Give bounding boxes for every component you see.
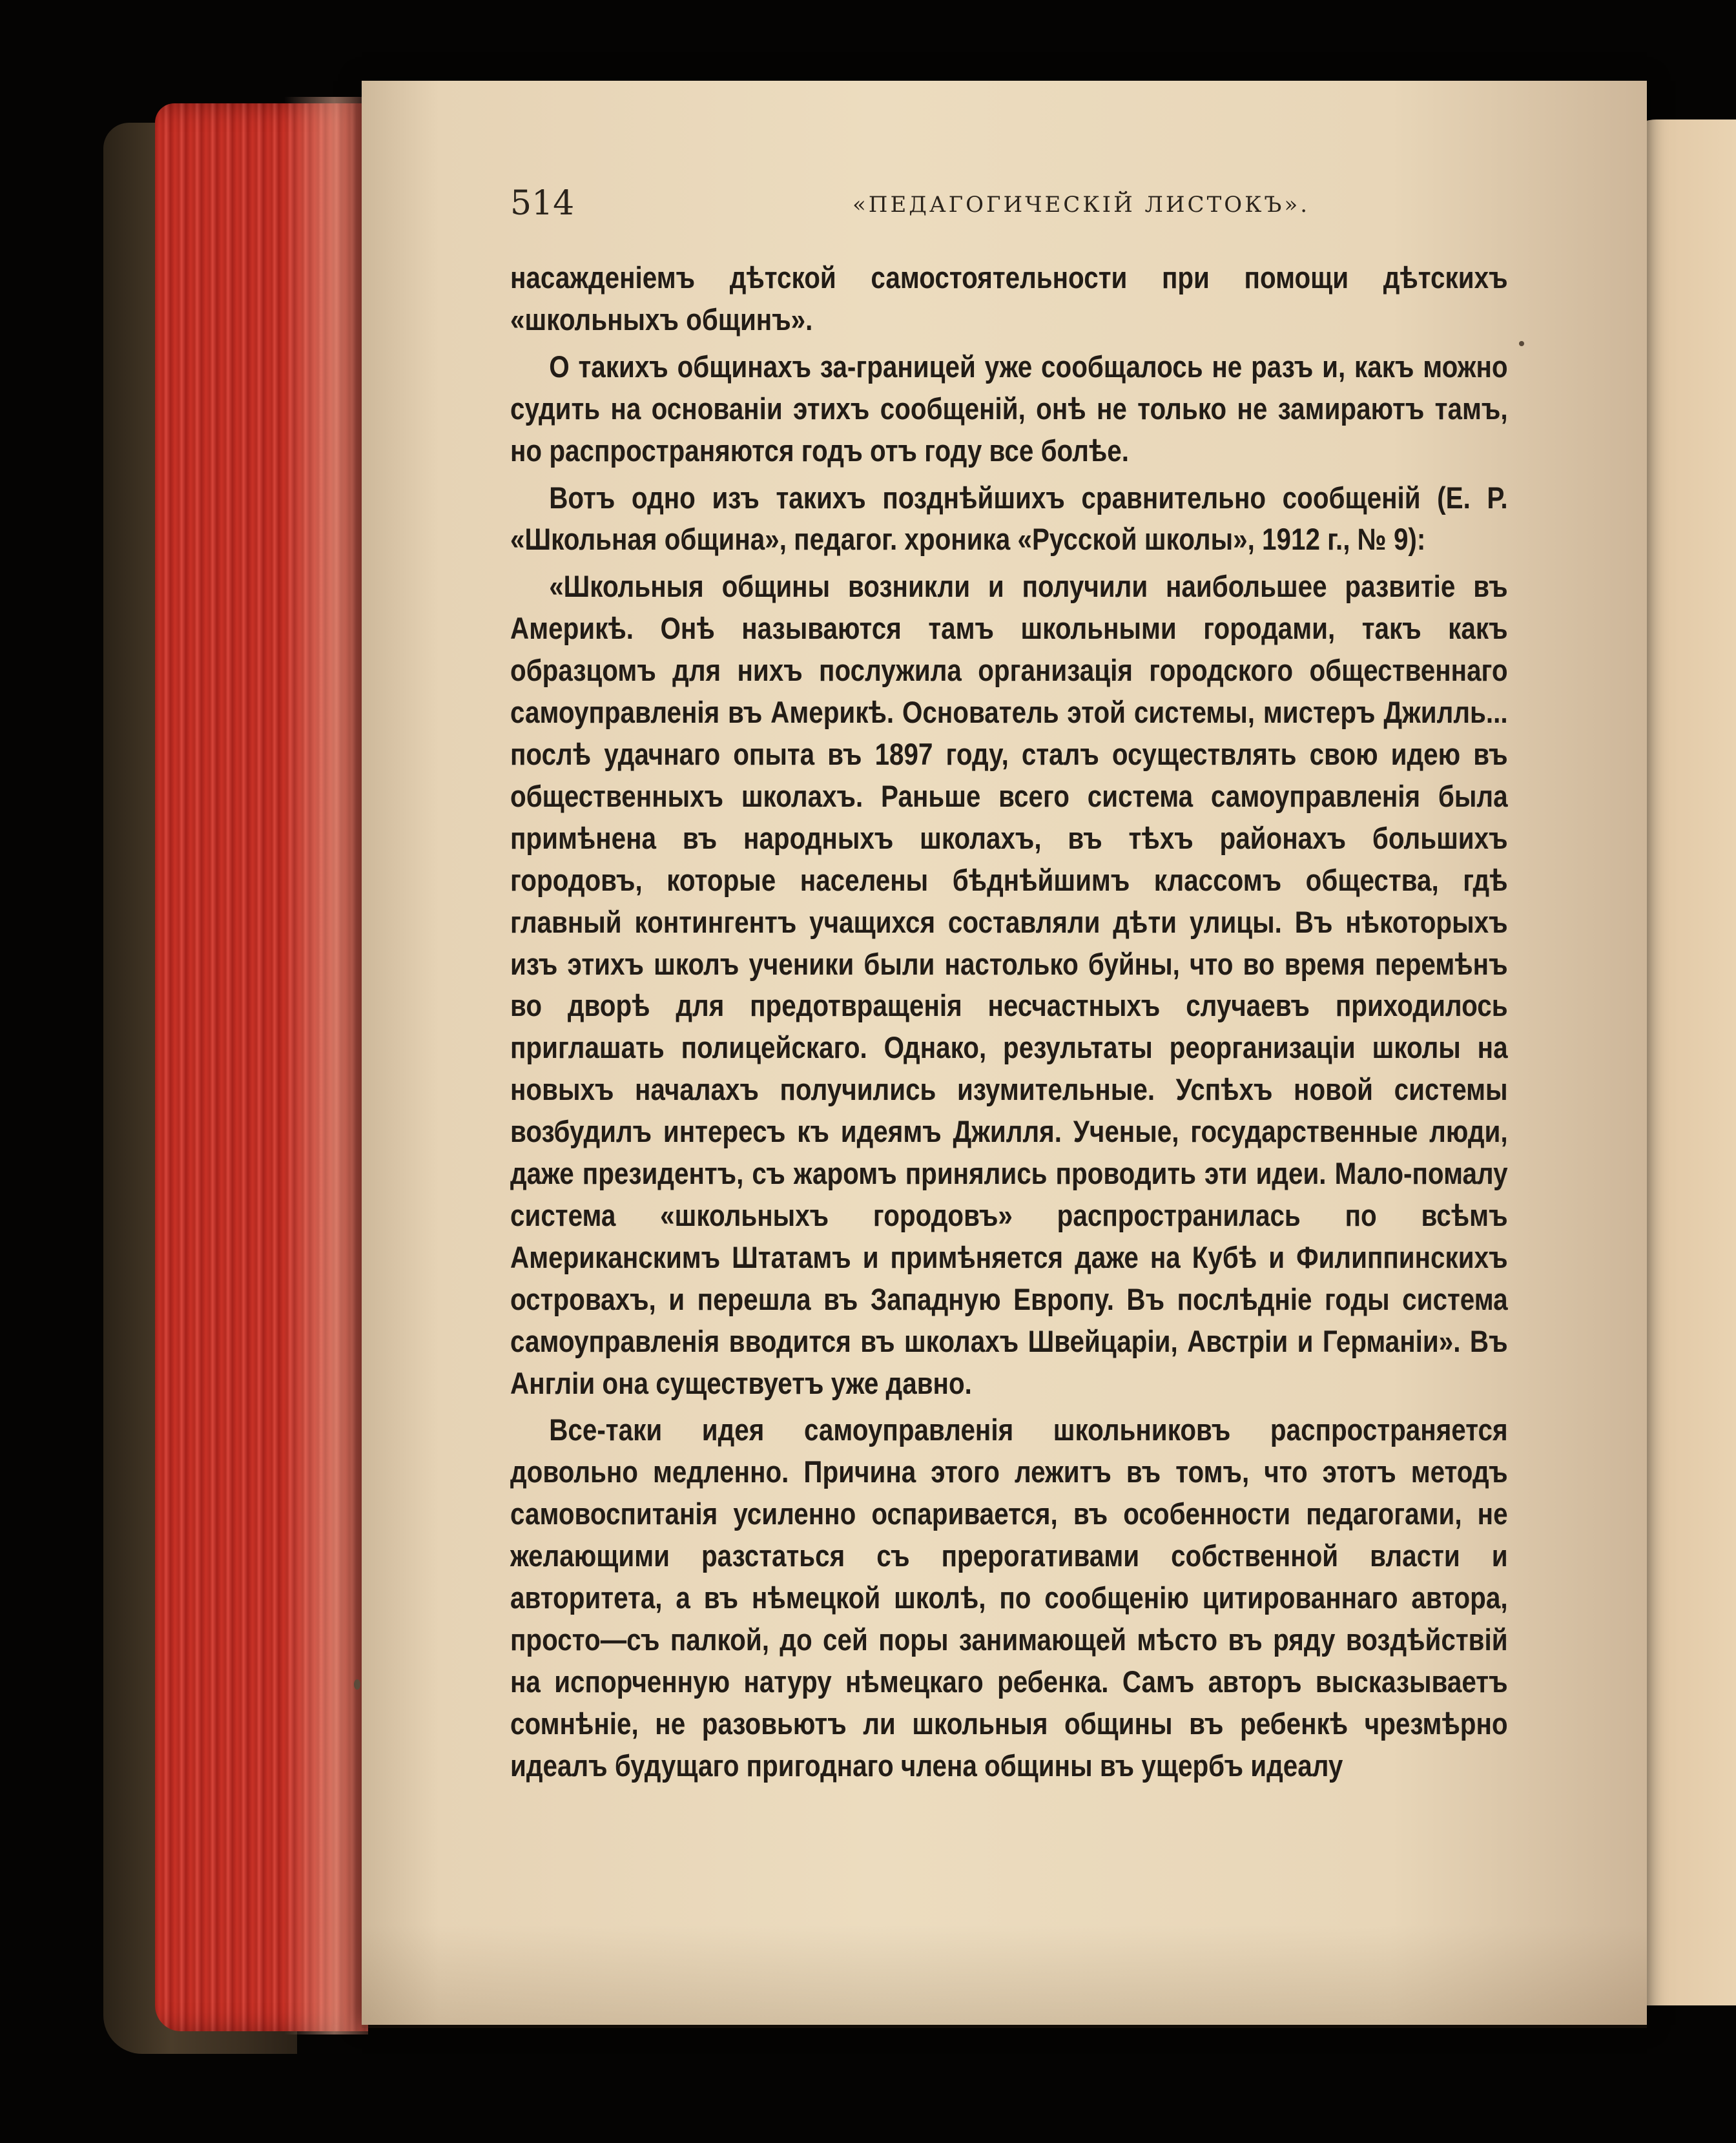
ink-fleck: [1519, 341, 1524, 346]
paragraph: Все-таки идея самоуправленія школьниковъ распространяется довольно медленно. Причина этого лежитъ въ томъ, что этотъ методъ самовоспитанія усиленно оспаривается, въ особенности педагогами, не желающими разстаться съ прерогативами собственной власти и авторитета, а въ нѣмецкой школѣ, по сообщенію цитированнаго автора, просто—съ палкой, до сей поры занимающей мѣсто въ ряду воздѣйствій на испорченную натуру нѣмецкаго ребенка. Самъ авторъ высказываетъ сомнѣніе, не разовьютъ ли школьныя общины въ ребенкѣ чрезмѣрно идеалъ будущаго пригоднаго члена общины въ ущербъ идеалу: [510, 1413, 1508, 1783]
paragraph: О такихъ общинахъ за-границей уже сообщалось не разъ и, какъ можно судить на основаніи этихъ сообщеній, онѣ не только не замираютъ тамъ, но распространяются годъ отъ году все болѣе.: [510, 349, 1508, 468]
quoted-paragraph: «Школьныя общины возникли и получили наибольшее развитіе въ Америкѣ. Онѣ называются тамъ школьными городами, такъ какъ образцомъ для нихъ послужила организація городского общественнаго самоуправленія въ Америкѣ. Основатель этой системы, мистеръ Джилль... послѣ удачнаго опыта въ 1897 году, сталъ осуществлять свою идею въ общественныхъ школахъ. Раньше всего система самоуправленія была примѣнена въ народныхъ школахъ, въ тѣхъ районахъ большихъ городовъ, которые населены бѣднѣйшимъ классомъ общества, гдѣ главный контингентъ учащихся составляли дѣти улицы. Въ нѣкоторыхъ изъ этихъ школъ ученики были настолько буйны, что во время перемѣнъ во дворѣ для предотвращенія несчастныхъ случаевъ приходилось приглашать полицейскаго. Однако, результаты реорганизаціи школы на новыхъ началахъ получились изумительные. Успѣхъ новой системы возбудилъ интересъ къ идеямъ Джилля. Ученые, государственные люди, даже президентъ, съ жаромъ принялись проводить эти идеи. Мало-помалу система «школьныхъ городовъ» распространилась по всѣмъ Американскимъ Штатамъ и примѣняется даже на Кубѣ и Филиппинскихъ островахъ, и перешла въ Западную Европу. Въ послѣдніе годы система самоуправленія вводится въ школахъ Швейцаріи, Австріи и Германіи». Въ Англіи она существуетъ уже давно.: [510, 569, 1508, 1400]
paragraph: насажденіемъ дѣтской самостоятельности при помощи дѣтскихъ «школьныхъ общинъ».: [510, 260, 1508, 336]
page-shadow: [362, 1925, 1647, 2028]
running-head: «ПЕДАГОГИЧЕСКІЙ ЛИСТОКЪ».: [852, 192, 1310, 218]
page-header: [510, 184, 1505, 229]
body-text: [510, 257, 1508, 1787]
ink-fleck: [354, 1679, 360, 1690]
page-number: 514: [510, 184, 575, 223]
paragraph: Вотъ одно изъ такихъ позднѣйшихъ сравнительно сообщеній (Е. Р. «Школьная община», педагог. хроника «Русской школы», 1912 г., № 9):: [510, 480, 1508, 557]
page-edge-highlight: [284, 97, 368, 2034]
